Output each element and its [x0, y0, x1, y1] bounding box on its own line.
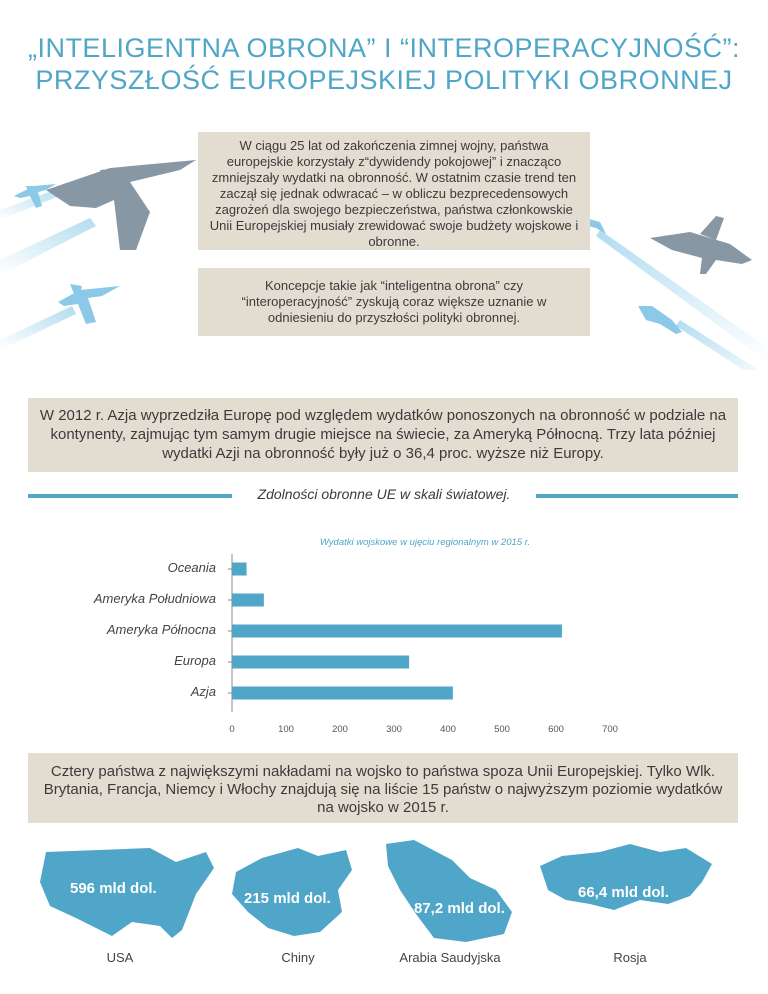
usa-value: 596 mld dol. — [70, 880, 157, 897]
country-label-china: Chiny — [281, 950, 315, 965]
country-label-usa: USA — [106, 950, 134, 965]
bar-ameryka-północna — [232, 625, 562, 638]
bar-ameryka-południowa — [232, 594, 264, 607]
x-tick-label: 700 — [602, 724, 618, 735]
country-label-saudi-arabia: Arabia Saudyjska — [399, 950, 501, 965]
russia-value: 66,4 mld dol. — [578, 884, 669, 901]
bar-europa — [232, 656, 409, 669]
title-line-2: PRZYSZŁOŚĆ EUROPEJSKIEJ POLITYKI OBRONNEJ — [35, 65, 733, 95]
asia-note: W 2012 r. Azja wyprzedziła Europę pod względem wydatków ponoszonych na obronność w podziale na kontynenty, zajmując tym samym drugie miejsce na świecie, za Ameryką Północną. Trzy lata później wydatki Azji na obronność były już o 36,4 proc. wyższe niż Europy. — [39, 407, 727, 462]
x-tick-label: 500 — [494, 724, 510, 735]
top-spenders-note: Cztery państwa z największymi nakładami na wojsko to państwa spoza Unii Europejskiej. Tylko Wlk. Brytania, Francja, Niemcy i Włochy znajdują się na liście 15 państw o najwyższym poziomie wydatków na wojsko w 2015 r. — [43, 763, 723, 816]
category-label: Oceania — [167, 560, 216, 575]
x-tick-label: 200 — [332, 724, 348, 735]
chart-title: Wydatki wojskowe w ujęciu regionalnym w 2015 r. — [319, 537, 531, 548]
category-label: Ameryka Północna — [106, 622, 216, 637]
category-label: Azja — [190, 684, 216, 699]
saudi-arabia-map-icon — [386, 840, 512, 942]
country-label-russia: Rosja — [613, 950, 647, 965]
concepts-paragraph: Koncepcje takie jak “inteligentna obrona” czy “interoperacyjność” zyskują coraz większe uznanie w odniesieniu do przyszłości polityki obronnej. — [241, 278, 547, 325]
category-label: Europa — [174, 653, 216, 668]
x-tick-label: 300 — [386, 724, 402, 735]
x-tick-label: 400 — [440, 724, 456, 735]
intro-paragraph: W ciągu 25 lat od zakończenia zimnej wojny, państwa europejskie korzystały z“dywidendy pokojowej” i znacząco zmniejszały wydatki na obronność. W ostatnim czasie trend ten zaczął się jednak odwracać – w obliczu bezprecedensowych zagrożeń dla swojego bezpieczeństwa, państwa członkowskie Unii Europejskiej musiały zrewidować swoje budżety wojskowe i obronne. — [209, 138, 579, 249]
saudi-arabia-value: 87,2 mld dol. — [414, 900, 505, 917]
title-line-1: „INTELIGENTNA OBRONA” I “INTEROPERACYJNOŚĆ”: — [27, 33, 741, 63]
x-tick-label: 100 — [278, 724, 294, 735]
x-tick-label: 0 — [229, 724, 235, 735]
category-label: Ameryka Południowa — [93, 591, 216, 606]
bar-azja — [232, 687, 453, 700]
bar-oceania — [232, 563, 247, 576]
x-tick-label: 600 — [548, 724, 564, 735]
top-spenders-box — [28, 753, 738, 823]
china-value: 215 mld dol. — [244, 890, 331, 907]
section-subtitle: Zdolności obronne UE w skali światowej. — [257, 486, 511, 502]
